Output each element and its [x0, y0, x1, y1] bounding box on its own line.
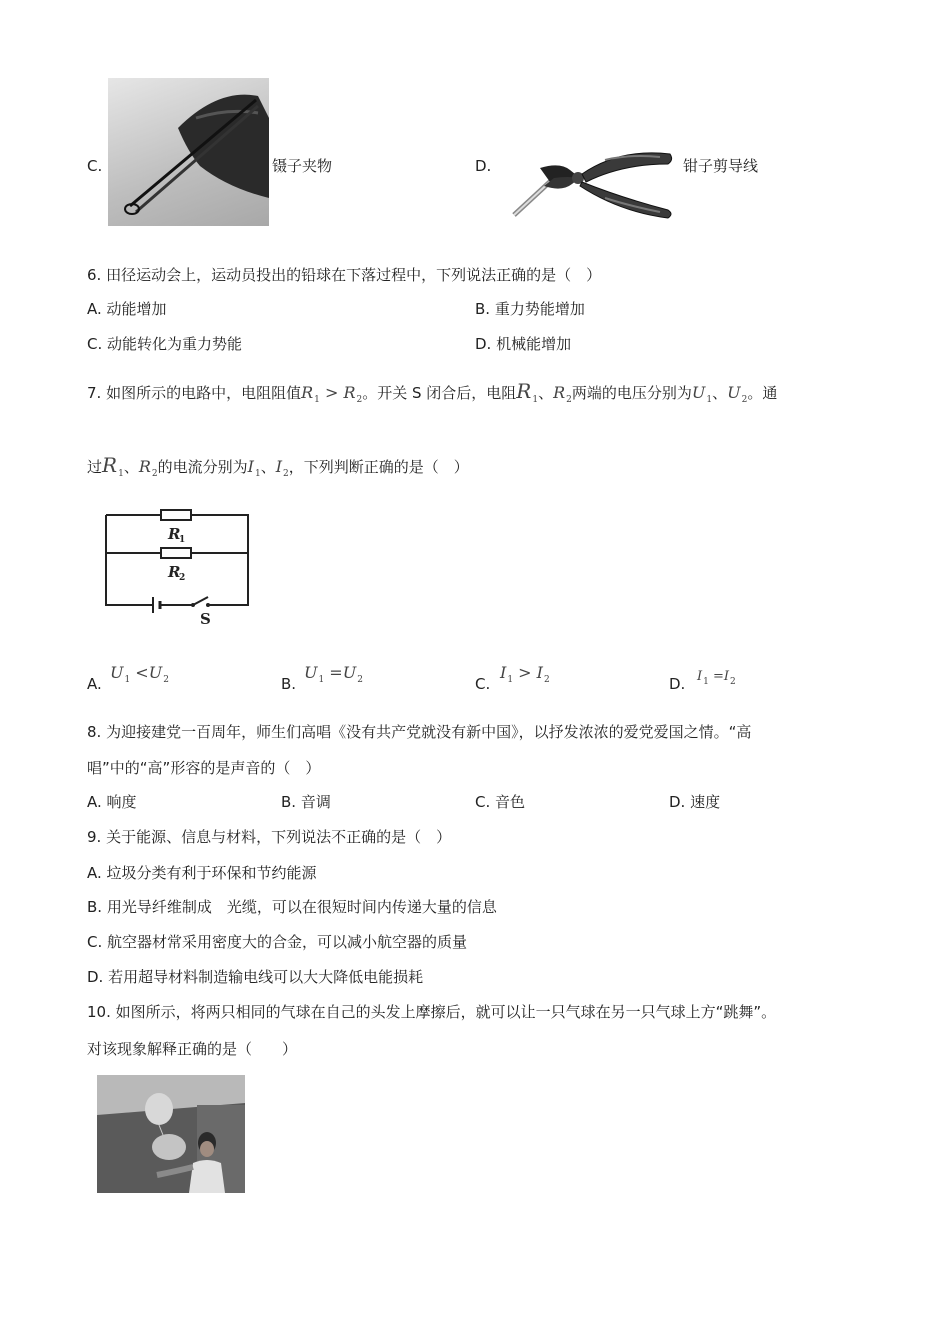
math-r1: $R_1 > R_2$	[301, 383, 363, 405]
circuit-diagram	[98, 505, 258, 630]
math-u1: $U_1$	[691, 383, 713, 405]
option-c-label: C.	[87, 157, 103, 175]
math-i2: $I_2$	[275, 457, 289, 479]
q6-option-d: D. 机械能增加	[475, 335, 572, 353]
q7-option-b-math: $U_1 =U_2$	[304, 663, 363, 685]
q7-option-d-math: $I_1 =I_2$	[697, 669, 736, 687]
q7-line1: 7. 如图所示的电路中，电阻阻值$R_1 > R_2$。开关 S 闭合后，电阻$R_1$、$R_2$两端的电压分别为$U_1$、$U_2$。通	[87, 379, 778, 405]
balloon-photo	[97, 1075, 245, 1193]
math-i1: $I_1$	[247, 457, 261, 479]
option-d-caption: 钳子剪导线	[683, 157, 759, 175]
pliers-photo	[510, 140, 680, 220]
r1-label: R	[168, 525, 181, 543]
math-r1: $R_1$	[516, 379, 539, 405]
q7-text: 。通	[747, 384, 778, 402]
q8-line2: 唱”中的“高”形容的是声音的（ ）	[87, 759, 321, 777]
q7-option-a-label: A.	[87, 675, 102, 693]
q9-stem: 9. 关于能源、信息与材料，下列说法不正确的是（ ）	[87, 828, 452, 846]
q7-text: 。开关 S 闭合后，电阻	[362, 384, 517, 402]
q7-option-c-math: $I_1 > I_2$	[500, 663, 550, 685]
switch-label: S	[200, 610, 211, 628]
tweezers-photo	[108, 78, 269, 226]
q7-text: 两端的电压分别为	[571, 384, 692, 402]
q7-option-c-label: C.	[475, 675, 491, 693]
q8-option-d: D. 速度	[669, 793, 721, 811]
math-r2: $R_2$	[553, 383, 572, 405]
q7-option-d-label: D.	[669, 675, 686, 693]
q8-line1: 8. 为迎接建党一百周年，师生们高唱《没有共产党就没有新中国》，以抒发浓浓的爱党爱国之情。“高	[87, 723, 752, 741]
math-r2: $R_2$	[138, 457, 158, 479]
svg-text:2: 2	[179, 573, 186, 583]
option-d-label: D.	[475, 157, 492, 175]
q7-option-b-label: B.	[281, 675, 297, 693]
q6-stem: 6. 田径运动会上，运动员投出的铅球在下落过程中，下列说法正确的是（ ）	[87, 266, 602, 284]
q8-option-b: B. 音调	[281, 793, 331, 811]
math-r1: $R_1$	[102, 453, 124, 479]
q7-line2: 过$R_1$、$R_2$的电流分别为$I_1$、$I_2$，下列判断正确的是（ ）	[87, 453, 469, 479]
q10-line2: 对该现象解释正确的是（ ）	[87, 1040, 298, 1058]
q10-line1: 10. 如图所示，将两只相同的气球在自己的头发上摩擦后，就可以让一只气球在另一只气球上方“跳舞”。	[87, 1003, 777, 1021]
q6-option-b: B. 重力势能增加	[475, 300, 585, 318]
q6-option-c: C. 动能转化为重力势能	[87, 335, 243, 353]
q6-option-a: A. 动能增加	[87, 300, 167, 318]
svg-text:1: 1	[179, 535, 186, 545]
q8-option-a: A. 响度	[87, 793, 137, 811]
q8-option-c: C. 音色	[475, 793, 526, 811]
q7-text: 7. 如图所示的电路中，电阻阻值	[87, 384, 302, 402]
option-c-caption: 镊子夹物	[272, 157, 333, 175]
q9-option-a: A. 垃圾分类有利于环保和节约能源	[87, 864, 317, 882]
math-u2: $U_2$	[727, 383, 748, 405]
q9-option-c: C. 航空器材常采用密度大的合金，可以减小航空器的质量	[87, 933, 468, 951]
r2-label: R	[168, 563, 181, 581]
q9-option-b: B. 用光导纤维制成 光缆，可以在很短时间内传递大量的信息	[87, 898, 497, 916]
q9-option-d: D. 若用超导材料制造输电线可以大大降低电能损耗	[87, 968, 424, 986]
q7-option-a-math: $U_1 <U_2$	[110, 663, 169, 685]
